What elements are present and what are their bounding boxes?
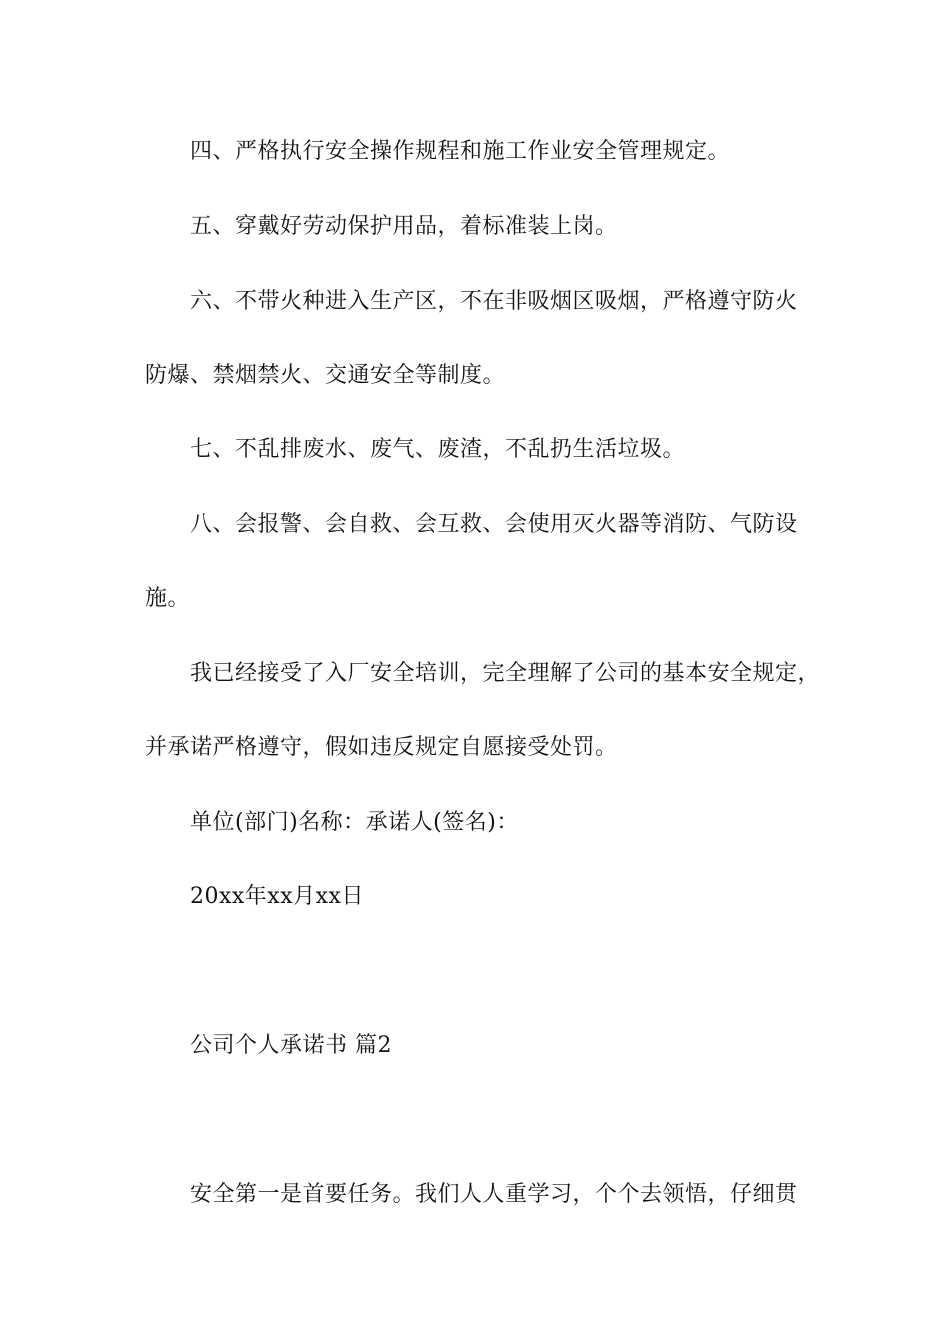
- paragraph-item-4: 四、严格执行安全操作规程和施工作业安全管理规定。: [190, 139, 731, 164]
- signature-line: 单位(部门)名称：承诺人(签名)：: [190, 810, 519, 835]
- commitment-paragraph-line-2: 并承诺严格遵守，假如违反规定自愿接受处罚。: [145, 735, 618, 760]
- paragraph-item-8-line-1: 八、会报警、会自救、会互救、会使用灭火器等消防、气防设: [190, 512, 798, 537]
- paragraph-item-6-line-2: 防爆、禁烟禁火、交通安全等制度。: [145, 363, 506, 388]
- commitment-paragraph-line-1: 我已经接受了入厂安全培训，完全理解了公司的基本安全规定，: [190, 661, 821, 686]
- date-line: 20xx年xx月xx日: [190, 884, 364, 909]
- paragraph-item-7: 七、不乱排废水、废气、废渣，不乱扔生活垃圾。: [190, 437, 686, 462]
- paragraph-item-8-line-2: 施。: [145, 586, 191, 611]
- paragraph-item-5: 五、穿戴好劳动保护用品，着标准装上岗。: [190, 214, 618, 239]
- section-heading: 公司个人承诺书 篇2: [190, 1033, 392, 1058]
- paragraph-item-6-line-1: 六、不带火种进入生产区，不在非吸烟区吸烟，严格遵守防火: [190, 289, 798, 314]
- section-2-paragraph-line-1: 安全第一是首要任务。我们人人重学习，个个去领悟，仔细贯: [190, 1182, 798, 1207]
